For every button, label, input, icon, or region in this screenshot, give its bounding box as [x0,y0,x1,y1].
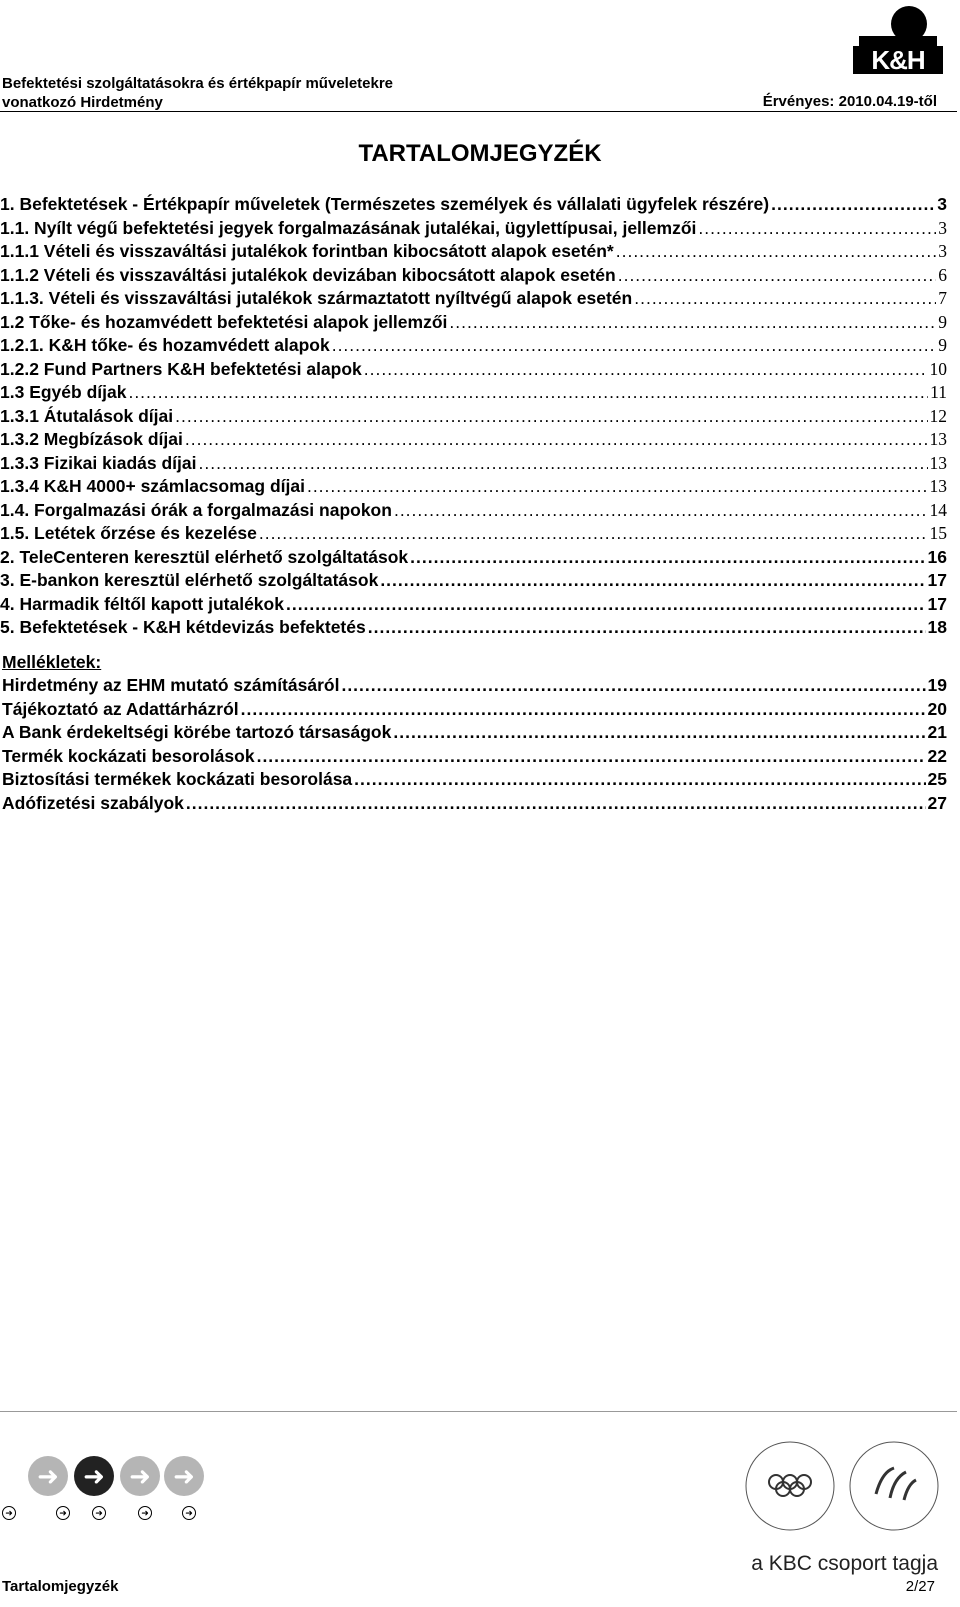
toc-dot-leader [186,793,926,814]
toc-entry-label: 1.3 Egyéb díjak [0,382,127,402]
toc-entry-page: 25 [927,769,947,789]
arrow-right-icon[interactable]: ➜ [28,1456,68,1496]
toc-entry-label: 1.3.4 K&H 4000+ számlacsomag díjai [0,476,305,496]
toc-entry[interactable] [0,523,947,547]
toc-heading: TARTALOMJEGYZÉK [358,140,602,167]
toc-entry-page: 7 [938,288,947,308]
toc-entry[interactable] [2,746,947,770]
olympic-rings-icon [742,1438,838,1534]
toc-entry[interactable] [0,265,947,289]
toc-dot-leader [618,265,937,286]
toc-entry[interactable] [0,429,947,453]
toc-entry-label: Biztosítási termékek kockázati besorolása [2,769,353,789]
toc-entry[interactable] [0,500,947,524]
toc-entry[interactable] [0,570,947,594]
toc-entry-label: Adófizetési szabályok [2,792,184,813]
toc-dot-leader [128,382,928,403]
small-nav-arrows [2,1506,222,1520]
toc-entry-page: 13 [929,476,947,496]
toc-entry-page: 17 [927,593,947,614]
toc-entry-page: 9 [938,335,947,355]
toc-entry-page: 3 [937,194,947,214]
toc-entry[interactable] [0,288,947,312]
arrow-right-icon[interactable]: ➜ [120,1456,160,1496]
olympic-team-bank-logo [742,1438,838,1534]
toc-entry-label: 1.1.2 Vételi és visszaváltási jutalékok devizában kibocsátott alapok esetén [0,264,616,285]
toc-entry-page: 15 [929,523,947,543]
footer-section: Tartalomjegyzék [2,1578,119,1595]
table-of-contents [0,194,947,641]
toc-entry[interactable] [2,793,947,817]
toc-dot-leader [368,617,926,638]
toc-entry-page: 17 [927,570,947,590]
kbc-tagline: a KBC csoport tagja [751,1552,938,1575]
toc-entry[interactable] [0,476,947,500]
toc-entry-label: 1.5. Letétek őrzése és kezelése [0,523,257,543]
toc-entry-page: 3 [938,217,947,238]
toc-entry-label: 1. Befektetések - Értékpapír műveletek (Természetes személyek és vállalati ügyfelek részére) [0,194,770,214]
toc-dot-leader [332,335,937,356]
toc-entry-page: 3 [938,241,947,261]
toc-entry[interactable] [2,675,947,699]
toc-entry-label: Termék kockázati besorolások [2,745,255,766]
toc-entry-page: 11 [930,382,947,402]
toc-entry-label: 1.3.1 Átutalások díjai [0,405,174,426]
document-title-line2: vonatkozó Hirdetmény [2,94,163,111]
toc-dot-leader [634,288,936,309]
small-arrow-right-icon[interactable]: ➜ [138,1506,152,1520]
toc-dot-leader [307,476,928,497]
appendix-list [2,675,947,816]
document-title [2,74,393,112]
toc-entry-label: 1.1. Nyílt végű befektetési jegyek forgalmazásának jutalékai, ügylettípusai, jellemzői [0,217,697,238]
toc-entry-label: Tájékoztató az Adattárházról [2,698,239,719]
toc-dot-leader [616,241,937,262]
toc-entry[interactable] [0,406,947,430]
header-divider [0,111,957,112]
toc-entry[interactable] [0,617,947,641]
toc-dot-leader [257,746,926,767]
toc-entry[interactable] [0,547,947,571]
toc-dot-leader [771,194,935,215]
toc-entry-page: 12 [929,405,947,426]
toc-entry-label: 1.2 Tőke- és hozamvédett befektetési alapok jellemzői [0,311,448,332]
toc-entry-page: 9 [938,311,947,332]
kh-logo-mark-icon [853,2,943,48]
toc-entry[interactable] [2,699,947,723]
toc-entry[interactable] [0,594,947,618]
toc-entry-label: 3. E-bankon keresztül elérhető szolgáltatások [0,570,379,590]
toc-entry-label: 2. TeleCenteren keresztül elérhető szolgáltatások [0,546,409,567]
toc-entry[interactable] [0,453,947,477]
toc-dot-leader [394,500,928,521]
arrow-right-icon[interactable]: ➜ [74,1456,114,1496]
toc-dot-leader [364,359,928,380]
small-arrow-right-icon[interactable]: ➜ [2,1506,16,1520]
toc-entry-page: 27 [927,792,947,813]
toc-entry[interactable] [2,769,947,793]
toc-entry-label: 1.3.3 Fizikai kiadás díjai [0,452,197,473]
toc-entry-label: Hirdetmény az EHM mutató számításáról [2,675,340,695]
paralympic-team-bank-logo [846,1438,942,1534]
small-arrow-right-icon[interactable]: ➜ [56,1506,70,1520]
toc-entry-page: 6 [938,264,947,285]
toc-entry[interactable] [0,194,947,218]
toc-entry-label: 1.2.2 Fund Partners K&H befektetési alapok [0,358,362,379]
toc-dot-leader [698,218,936,239]
toc-dot-leader [175,406,927,427]
arrow-right-icon[interactable]: ➜ [164,1456,204,1496]
toc-entry-page: 21 [927,722,947,742]
toc-entry-label: 1.3.2 Megbízások díjai [0,429,183,449]
toc-entry[interactable] [0,312,947,336]
valid-from: Érvényes: 2010.04.19-től [762,93,937,110]
toc-entry[interactable] [0,359,947,383]
toc-dot-leader [449,312,936,333]
toc-entry[interactable] [0,241,947,265]
toc-entry-page: 16 [927,546,947,567]
toc-entry-label: 1.4. Forgalmazási órák a forgalmazási napokon [0,499,392,520]
toc-entry[interactable] [0,382,947,406]
toc-entry[interactable] [0,218,947,242]
toc-dot-leader [410,547,925,568]
toc-dot-leader [185,429,928,450]
kh-logo [853,2,943,74]
toc-entry-page: 19 [927,675,947,695]
toc-entry[interactable] [0,335,947,359]
toc-entry-label: 4. Harmadik féltől kapott jutalékok [0,593,284,614]
page-number: 2/27 [905,1578,935,1595]
toc-entry-page: 10 [929,358,947,379]
toc-entry-label: 1.1.1 Vételi és visszaváltási jutalékok forintban kibocsátott alapok esetén* [0,241,614,261]
toc-entry-label: 5. Befektetések - K&H kétdevizás befektetés [0,617,366,637]
toc-dot-leader [380,570,925,591]
footer-divider [0,1411,957,1412]
small-arrow-right-icon[interactable]: ➜ [92,1506,106,1520]
toc-entry-page: 20 [927,698,947,719]
toc-entry-page: 13 [929,452,947,473]
toc-entry-page: 13 [929,429,947,449]
toc-dot-leader [341,675,925,696]
toc-entry-page: 22 [927,745,947,766]
small-arrow-right-icon[interactable]: ➜ [182,1506,196,1520]
toc-entry-page: 14 [929,499,947,520]
toc-dot-leader [354,769,925,790]
toc-dot-leader [199,453,928,474]
toc-entry-page: 18 [927,617,947,637]
toc-entry-label: A Bank érdekeltségi körébe tartozó társaságok [2,722,392,742]
nav-arrows [28,1456,208,1496]
toc-dot-leader [286,594,926,615]
toc-entry-label: 1.2.1. K&H tőke- és hozamvédett alapok [0,335,330,355]
document-title-line1: Befektetési szolgáltatásokra és értékpapír műveletekre [2,75,394,92]
toc-dot-leader [393,722,925,743]
toc-dot-leader [241,699,926,720]
toc-dot-leader [259,523,928,544]
toc-entry[interactable] [2,722,947,746]
kh-logo-text: K&H [853,46,943,74]
appendix-heading: Mellékletek: [2,652,102,672]
page-header [0,0,960,112]
toc-entry-label: 1.1.3. Vételi és visszaváltási jutalékok származtatott nyíltvégű alapok esetén [0,288,633,308]
paralympic-symbol-icon [846,1438,942,1534]
